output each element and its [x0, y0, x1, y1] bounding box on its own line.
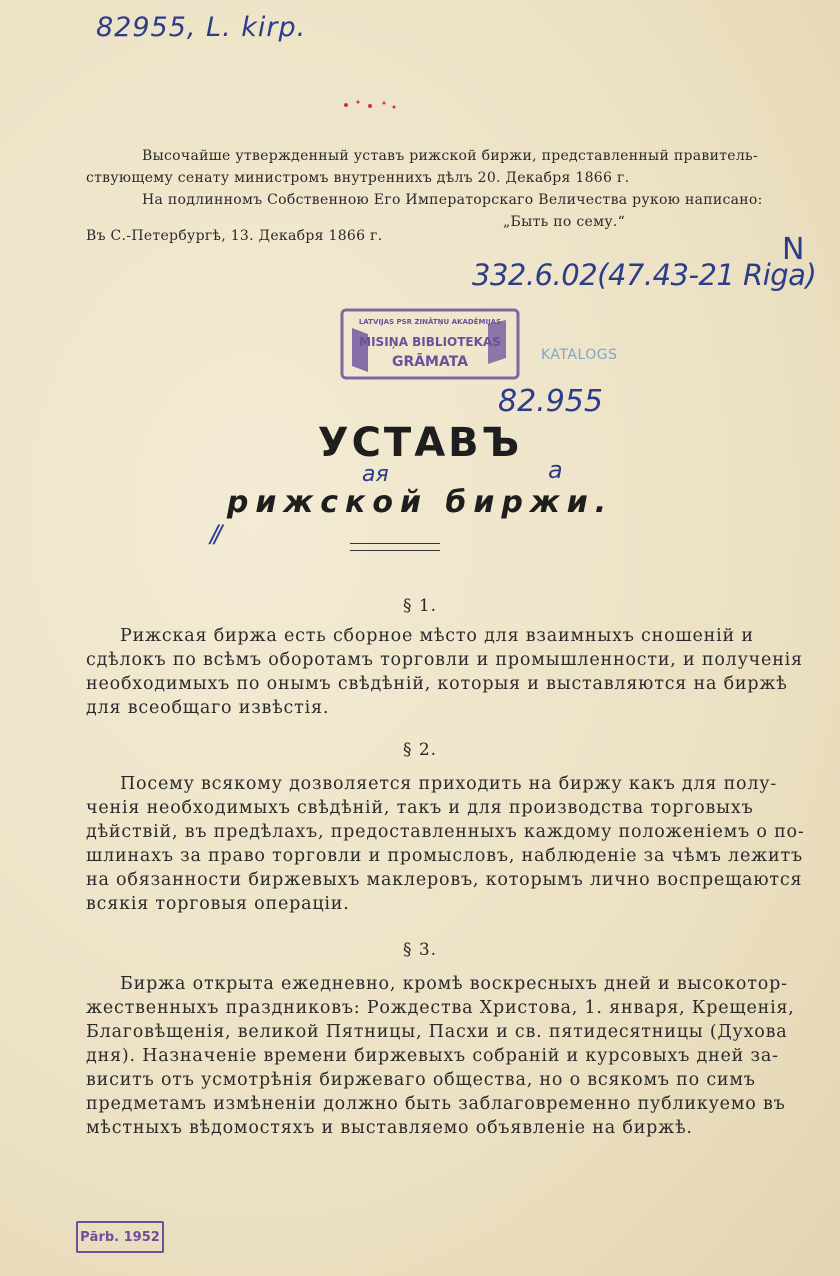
library-stamp-icon	[338, 306, 522, 382]
title-subtitle: рижской биржи.	[226, 485, 614, 520]
red-dots-icon	[340, 97, 400, 111]
verification-stamp	[76, 1221, 164, 1253]
decree-line-2: ствующему сенату министромъ внутреннихъ дѣлъ 20. Декабря 1866 г.	[86, 170, 630, 186]
handwritten-correction-2: а	[548, 456, 563, 484]
decree-line-5: Въ С.-Петербургѣ, 13. Декабря 1866 г.	[86, 228, 383, 244]
section-3-text	[86, 972, 795, 1140]
svg-text:MISIŅA BIBLIOTEKAS: MISIŅA BIBLIOTEKAS	[359, 335, 501, 349]
text-line: Биржа открыта ежедневно, кромѣ воскресныхъ дней и высокотор-	[120, 974, 788, 994]
text-line: ченія необходимыхъ свѣдѣній, такъ и для производства торговыхъ	[86, 798, 754, 818]
svg-text:LATVIJAS PSR ZINĀTŅU AKADĒMIJA: LATVIJAS PSR ZINĀTŅU AKADĒMIJAS	[358, 318, 502, 326]
section-2-text	[86, 772, 805, 916]
decree-line-4: „Быть по сему.“	[503, 214, 626, 230]
text-line: дня). Назначеніе времени биржевыхъ собраній и курсовыхъ дней за-	[86, 1046, 779, 1066]
text-line: необходимыхъ по онымъ свѣдѣній, которыя и выставляются на биржѣ	[86, 674, 788, 694]
text-line: сдѣлокъ по всѣмъ оборотамъ торговли и промышленности, и полученія	[86, 650, 803, 670]
text-line: шлинахъ за право торговли и промысловъ, наблюденіе за чѣмъ лежитъ	[86, 846, 803, 866]
decree-line-1: Высочайше утвержденный уставъ рижской биржи, представленный правитель-	[142, 148, 758, 164]
text-line: жественныхъ праздниковъ: Рождества Христова, 1. января, Крещенія,	[86, 998, 795, 1018]
handwritten-inventory-number: 82.955	[498, 384, 603, 419]
title-divider	[350, 543, 440, 551]
handwritten-correction-1: ая	[362, 462, 389, 487]
decree-line-3: На подлинномъ Собственною Его Императорскаго Величества рукою написано:	[142, 192, 763, 208]
text-line: Рижская биржа есть сборное мѣсто для взаимныхъ сношеній и	[120, 626, 754, 646]
handwritten-margin-mark: //	[210, 520, 219, 548]
text-line: предметамъ измѣненіи должно быть заблаговременно публикуемо въ	[86, 1094, 786, 1114]
text-line: Посему всякому дозволяется приходить на биржу какъ для полу-	[120, 774, 778, 794]
handwritten-letter-n: N	[782, 232, 805, 267]
text-line: для всеобщаго извѣстія.	[86, 698, 330, 718]
handwritten-shelfmark: 82955, L. kirp.	[96, 12, 307, 43]
section-3-heading: § 3.	[402, 940, 438, 960]
text-line: виситъ отъ усмотрѣнія биржеваго общества, но о всякомъ по симъ	[86, 1070, 756, 1090]
section-1-text	[86, 624, 803, 720]
red-ink-dots	[340, 96, 400, 110]
katalogs-stamp: KATALOGS	[541, 347, 618, 363]
section-1-heading: § 1.	[402, 596, 438, 616]
text-line: дѣйствій, въ предѣлахъ, предоставленныхъ каждому положеніемъ о по-	[86, 822, 805, 842]
library-stamp	[338, 306, 522, 382]
section-2-heading: § 2.	[402, 740, 438, 760]
title-main: УСТАВЪ	[317, 420, 523, 466]
handwritten-catalog-number: 332.6.02(47.43-21 Riga)	[472, 258, 817, 292]
verification-stamp-text: Pārb. 1952	[80, 1229, 160, 1245]
text-line: всякія торговыя операціи.	[86, 894, 350, 914]
text-line: на обязанности биржевыхъ маклеровъ, которымъ лично воспрещаются	[86, 870, 803, 890]
text-line: Благовѣщенія, великой Пятницы, Пасхи и св. пятидесятницы (Духова	[86, 1022, 788, 1042]
svg-text:GRĀMATA: GRĀMATA	[391, 354, 469, 370]
text-line: мѣстныхъ вѣдомостяхъ и выставляемо объявленіе на биржѣ.	[86, 1118, 693, 1138]
